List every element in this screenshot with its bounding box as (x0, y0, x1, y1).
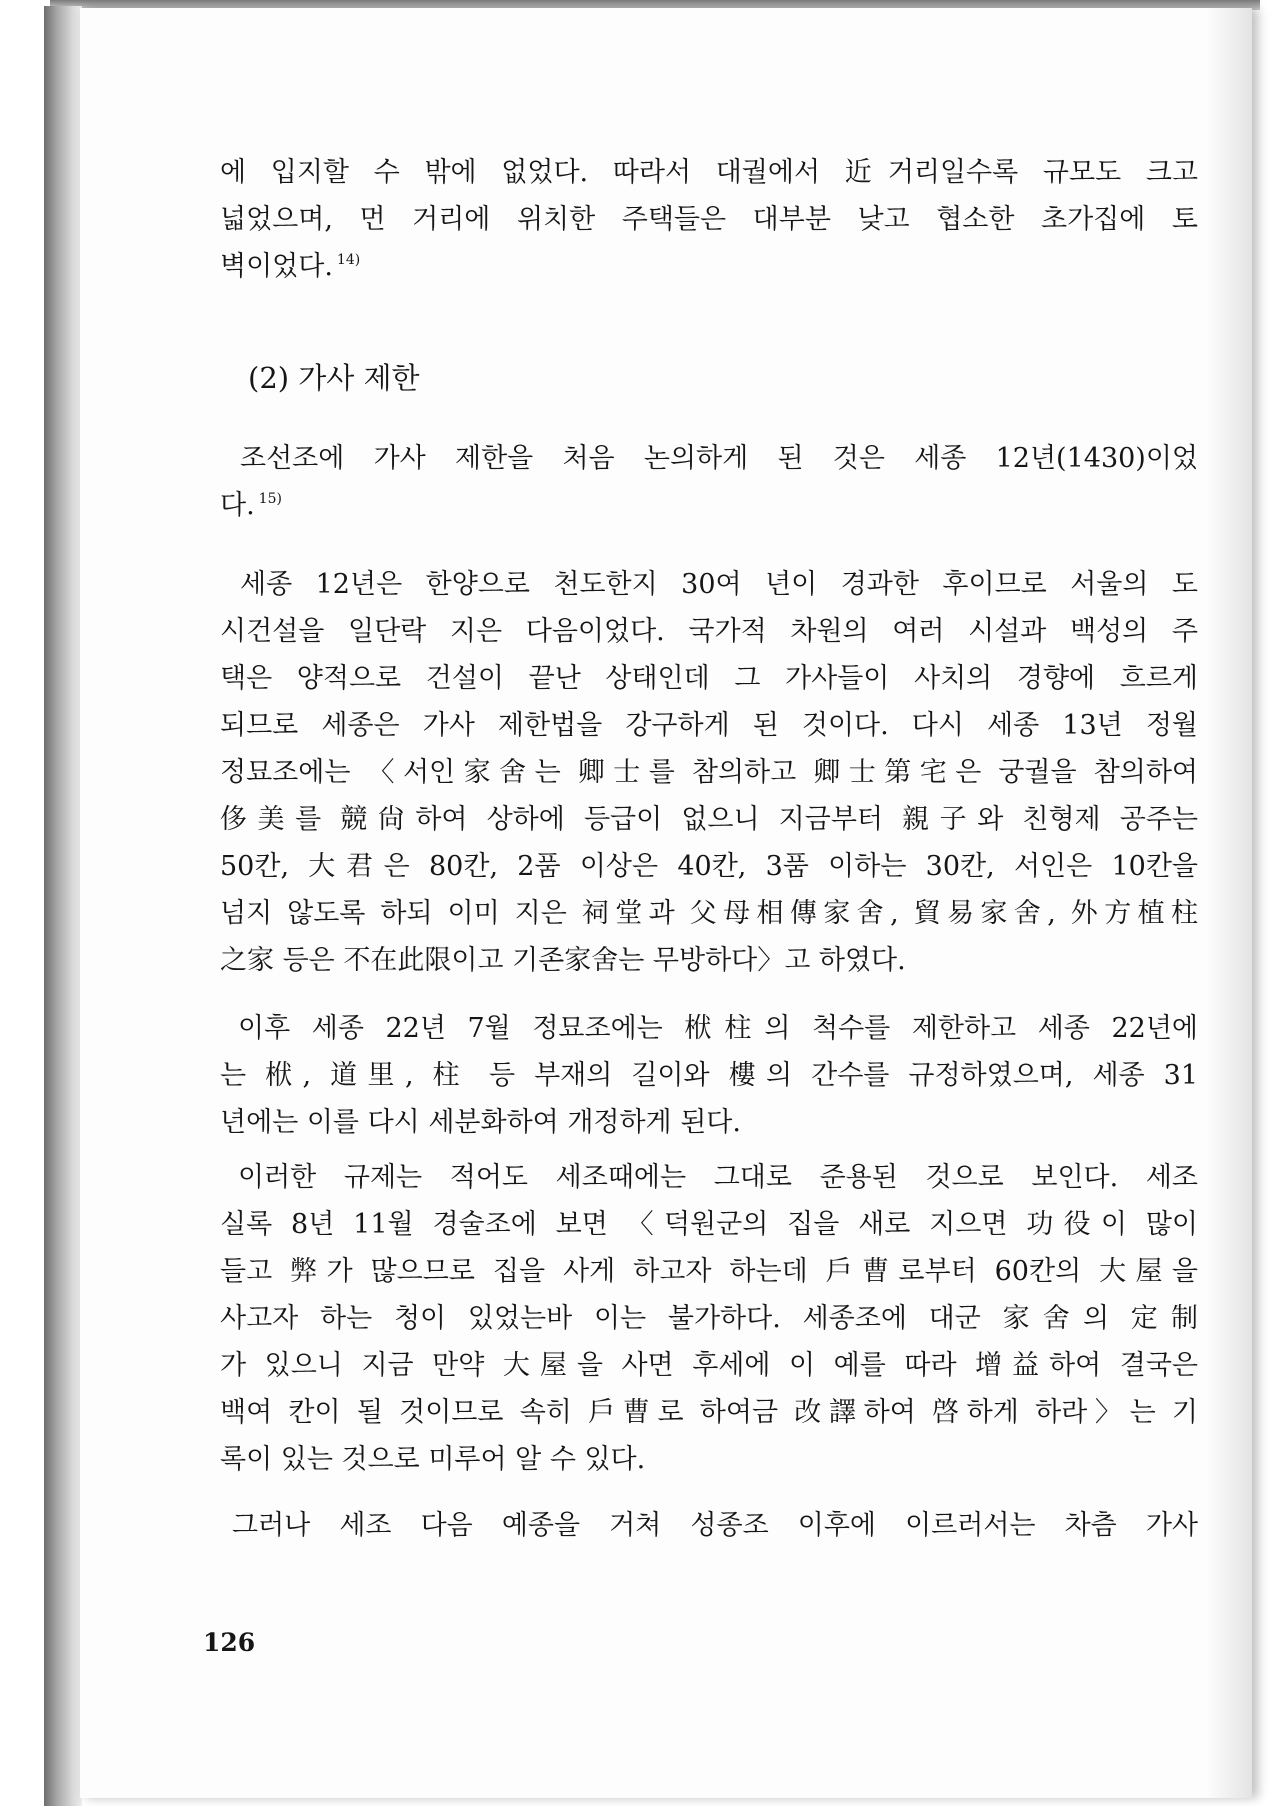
text-line: 에 입지할 수 밖에 없었다. 따라서 대궐에서 近거리일수록 규모도 크고 (220, 157, 1198, 188)
text-line: 이러한 규제는 적어도 세조때에는 그대로 준용된 것으로 보인다. 세조 (238, 1162, 1198, 1193)
page-sheet (80, 8, 1252, 1798)
section-heading: (2) 가사 제한 (248, 361, 420, 395)
paragraph-2 (220, 435, 1198, 529)
text-line: 그러나 세조 다음 예종을 거쳐 성종조 이후에 이르러서는 차츰 가사 (232, 1510, 1198, 1541)
paragraph-3 (220, 561, 1198, 984)
text-line: 는 栿, 道里, 柱 등 부재의 길이와 樓의 간수를 규정하였으며, 세종 31 (220, 1060, 1198, 1091)
text-line: 되므로 세종은 가사 제한법을 강구하게 된 것이다. 다시 세종 13년 정월 (220, 710, 1198, 741)
text-line-content: 다. (220, 490, 255, 521)
page-left-edge (44, 6, 82, 1806)
text-line: 조선조에 가사 제한을 처음 논의하게 된 것은 세종 12년(1430)이었 (240, 443, 1198, 474)
paragraph-1 (220, 149, 1198, 290)
text-line: 이후 세종 22년 7월 정묘조에는 栿柱의 척수를 제한하고 세종 22년에 (238, 1013, 1198, 1044)
paragraph-5 (220, 1154, 1198, 1483)
text-line: 정묘조에는 〈서인家舍는 卿士를 참의하고 卿士第宅은 궁궐을 참의하여 (220, 757, 1198, 788)
page-right-shade (1206, 8, 1252, 1798)
page-number: 126 (203, 1628, 256, 1657)
text-line: 가 있으니 지금 만약 大屋을 사면 후세에 이 예를 따라 增益하여 결국은 (220, 1350, 1198, 1381)
text-line: 넘지 않도록 하되 이미 지은 祠堂과 父母相傳家舍, 貿易家舍, 外方植柱 (220, 898, 1198, 929)
text-line: 50칸, 大君은 80칸, 2품 이상은 40칸, 3품 이하는 30칸, 서인은 10칸을 (220, 851, 1198, 882)
footnote-marker: 15) (258, 491, 282, 507)
text-line: 시건설을 일단락 지은 다음이었다. 국가적 차원의 여러 시설과 백성의 주 (220, 616, 1198, 647)
paragraph-6 (220, 1502, 1198, 1549)
text-line: 之家 등은 不在此限이고 기존家舍는 무방하다〉고 하였다. (220, 945, 906, 976)
text-line: 사고자 하는 청이 있었는바 이는 불가하다. 세종조에 대군 家舍의 定制 (220, 1303, 1198, 1334)
text-line: 侈美를 競尙하여 상하에 등급이 없으니 지금부터 親子와 친형제 공주는 (220, 804, 1198, 835)
text-line: 들고 弊가 많으므로 집을 사게 하고자 하는데 戶曹로부터 60칸의 大屋을 (220, 1256, 1198, 1287)
paragraph-4 (220, 1005, 1198, 1146)
text-line: 택은 양적으로 건설이 끝난 상태인데 그 가사들이 사치의 경향에 흐르게 (220, 663, 1198, 694)
text-line: 록이 있는 것으로 미루어 알 수 있다. (220, 1444, 646, 1475)
footnote-marker: 14) (336, 252, 361, 268)
text-line: 년에는 이를 다시 세분화하여 개정하게 된다. (220, 1107, 741, 1138)
text-line-content: 벽이었다. (220, 251, 333, 282)
text-line (220, 482, 1198, 529)
text-line: 세종 12년은 한양으로 천도한지 30여 년이 경과한 후이므로 서울의 도 (240, 569, 1198, 600)
text-line: 넓었으며, 먼 거리에 위치한 주택들은 대부분 낮고 협소한 초가집에 토 (220, 204, 1198, 235)
text-line (220, 243, 1198, 290)
text-line: 백여 칸이 될 것이므로 속히 戶曹로 하여금 改譯하여 啓하게 하라〉는 기 (220, 1397, 1198, 1428)
text-line: 실록 8년 11월 경술조에 보면 〈덕원군의 집을 새로 지으면 功役이 많이 (220, 1209, 1198, 1240)
